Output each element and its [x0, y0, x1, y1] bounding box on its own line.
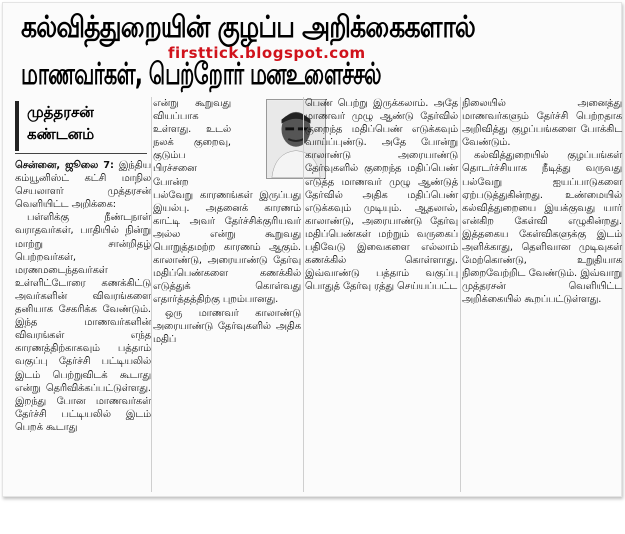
column-4	[462, 97, 622, 492]
headline-line-1: கல்வித்துறையின் குழப்ப அறிக்கைகளால்	[21, 10, 475, 45]
column-4-paragraph-2: கல்வித்துறையில் குழப்பங்கள் தொடர்ச்சியாக நீடித்து வருவது பல்வேறு ஐயப்பாடுகளை ஏற்படுத்துகின்றது. உண்மையில் கல்வித்துறையை இயக்குவது யார் என்கிற கேள்வி எழுகின்றது. இத்தகைய கேள்விகளுக்கு இடம் அளிக்காது, தெளிவான முடிவுகள் மேற்கொண்டு, உறுதியாக நிறைவேற்றிட வேண்டும். இவ்வாறு முத்தரசன் வெளியிட்ட அறிக்கையில் கூறப்பட்டுள்ளது.	[462, 150, 622, 306]
column-divider	[151, 97, 152, 492]
column-1	[15, 159, 151, 497]
byline-rule	[15, 153, 147, 154]
newspaper-clipping	[2, 2, 622, 497]
column-2-paragraph-2: ஒரு மாணவர் காலாண்டு அரையாண்டு தேர்வுகளில் அதிக மதிப்	[153, 307, 301, 345]
column-3	[305, 97, 458, 492]
column-1-paragraph-2: பள்ளிக்கு நீண்டநாள் வராதவர்கள், பாதியில் நின்று மாற்று சான்றிதழ் பெற்றவர்கள், மரணமடைந்தவர்கள் உள்ளிட்டோரை கணக்கிட்டு அவர்களின் விவரங்களை தனியாக சேகரிக்க வேண்டும். இந்த மாணவர்களின் விவரங்கள் எந்த காரணத்திற்காகவும் பத்தாம் வகுப்பு தேர்ச்சி பட்டியலில் இடம் பெற்றுவிடக் கூடாது என்று தெரிவிக்கப்பட்டுள்ளது. இறந்து போன மாணவர்கள் தேர்ச்சி பட்டியலில் இடம் பெறக் கூடாது	[15, 212, 151, 433]
column-divider	[460, 97, 461, 492]
dateline: சென்னை, ஜூலை 7:	[15, 160, 114, 171]
column-divider	[303, 97, 304, 492]
byline-subhead: கண்டனம்	[27, 125, 95, 143]
column-1-paragraph-1	[15, 159, 151, 211]
column-1-lead: இந்திய கம்யூனிஸ்ட் கட்சி மாநில செயலாளர் முத்தரசன் வெளியிட்ட அறிக்கை:	[15, 160, 151, 211]
byline-box	[15, 101, 143, 151]
byline-name: முத்தரசன்	[27, 103, 94, 121]
watermark: firsttick.blogspot.com	[168, 44, 366, 62]
column-3-paragraph-1: பெண் பெற்று இருக்கலாம். அதே மாணவர் முழு ஆண்டு தேர்வில் குறைந்த மதிப்பெண் எடுக்கவும் வாய்ப்புண்டு. அதே போன்று காலாண்டு அரையாண்டு தேர்வுகளில் குறைந்த மதிப்பெண் எடுத்த மாணவர் முழு ஆண்டுத் தேர்வில் அதிக மதிப்பெண் எடுக்கவும் முடியும். ஆதலால், காலாண்டு, அரையாண்டு தேர்வு மதிப்பெண்கள் மற்றும் வருகைப் பதிவேடு இவைகளை எல்லாம் கணக்கில் கொள்ளாது. இவ்வாண்டு பத்தாம் வகுப்பு பொதுத் தேர்வு ரத்து செய்யப்பட்ட	[305, 98, 458, 293]
column-2-paragraph-1: என்று கூறுவது வியப்பாக உள்ளது. உடல் நலக் குறைவு, குடும்ப பிரச்சனை போன்ற பல்வேறு காரணங்கள் இருப்பது இயல்பு. அதனைக் காரணம் காட்டி அவர் தேர்ச்சிக்குரியவர் அல்ல என்று கூறுவது பொறுத்தமற்ற காரணம் ஆகும். காலாண்டு, அரையாண்டு தேர்வு மதிப்பெண்களை கணக்கில் எடுத்துக் கொள்வது எதார்த்தத்திற்கு புறம்பானது.	[153, 98, 301, 306]
headline-line-2: மாணவர்கள், பெற்றோர் மனஉளைச்சல்	[21, 57, 381, 92]
column-4-paragraph-1: நிலையில் அனைத்து மாணவர்களும் தேர்ச்சி பெற்றதாக அறிவித்து குழப்பங்களை போக்கிட வேண்டும்.	[462, 98, 622, 149]
